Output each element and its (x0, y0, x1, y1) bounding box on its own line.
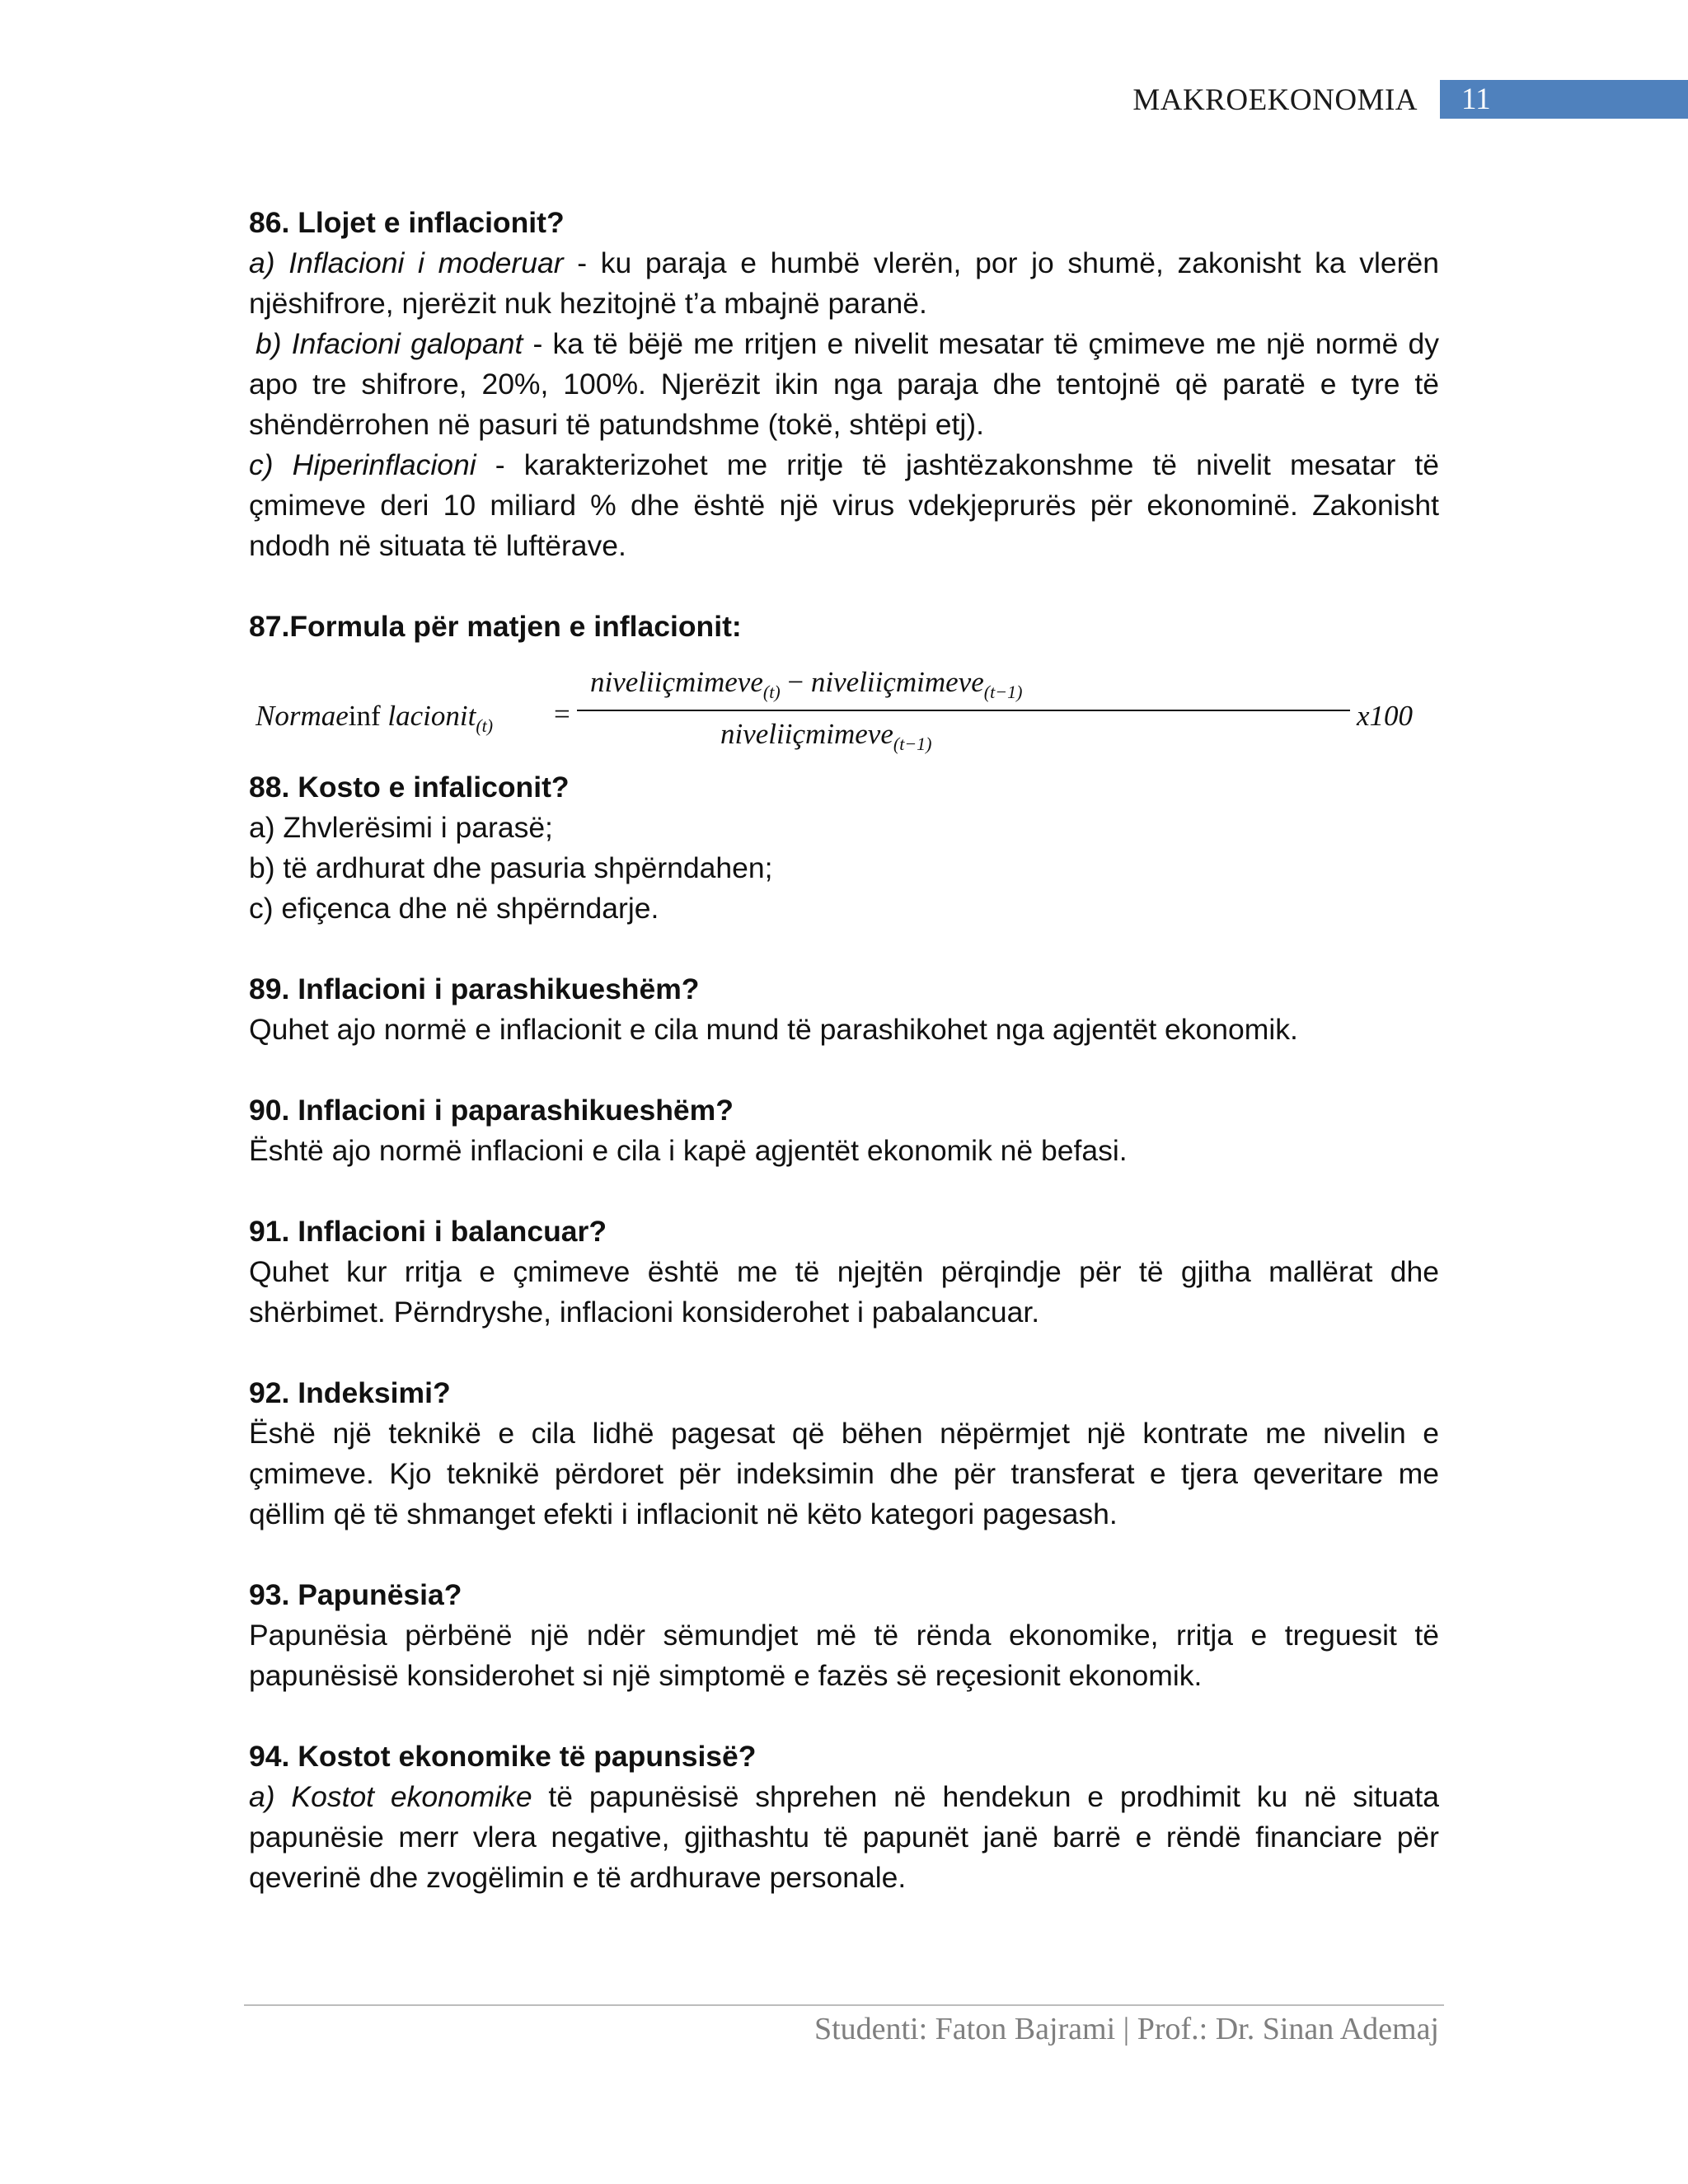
list-item: b) të ardhurat dhe pasuria shpërndahen; (249, 851, 773, 884)
question-88-title: 88. Kosto e infaliconit? (249, 771, 570, 804)
question-91-title: 91. Inflacioni i balancuar? (249, 1215, 607, 1248)
formula-lhs-part: lacionit (380, 700, 476, 732)
question-86-item-a (249, 243, 1439, 324)
list-item: a) Zhvlerësimi i parasë; (249, 811, 553, 844)
question-94-title: 94. Kostot ekonomike të papunsisë? (249, 1740, 757, 1773)
item-a-text: të papunësisë shprehen në hendekun e prodhimit ku në situata papunësie merr vlera negative, gjithashtu të papunët janë barrë e rëndë financiare për qeverinë dhe zvogëlimin e të ardhurave personale. (249, 1780, 1440, 1894)
formula-equals: = (554, 698, 570, 730)
running-header-title: MAKROEKONOMIA (1132, 83, 1418, 117)
formula-subscript: (t−1) (893, 733, 932, 754)
item-a-label: a) Kostot ekonomike (249, 1780, 532, 1813)
question-93-answer: Papunësia përbënë një ndër sëmundjet më të rënda ekonomike, rritja e treguesit të papunësisë konsiderohet si një simptomë e fazës së reçesionit ekonomik. (249, 1619, 1439, 1692)
item-b-label: b) Infacioni galopant (256, 327, 523, 360)
formula-term: niveliiçmimeve (720, 718, 893, 750)
page-content (249, 203, 1439, 1898)
question-87-title: 87.Formula për matjen e inflacionit: (249, 610, 742, 643)
question-94-item-a (249, 1777, 1439, 1898)
question-91-answer: Quhet kur rritja e çmimeve është me të njejtën përqindje për të gjitha mallërat dhe shërbimet. Përndryshe, inflacioni konsiderohet i pabalancuar. (249, 1255, 1439, 1329)
question-92-title: 92. Indeksimi? (249, 1376, 451, 1409)
list-item: c) efiçenca dhe në shpërndarje. (249, 892, 659, 925)
question-86-item-c (249, 445, 1439, 566)
item-c-label: c) Hiperinflacioni (249, 448, 476, 481)
formula-lhs-part: inf (348, 700, 381, 732)
item-a-text: - ku paraja e humbë vlerën, por jo shumë, zakonisht ka vlerën njëshifrore, njerëzit nuk hezitojnë t’a mbajnë paranë. (249, 246, 1439, 320)
formula-lhs (256, 696, 493, 746)
formula-numerator (590, 662, 1022, 712)
footer-credits: Studenti: Faton Bajrami | Prof.: Dr. Sinan Ademaj (814, 2012, 1439, 2046)
formula-minus: − (780, 666, 811, 698)
formula-term: niveliiçmimeve (590, 666, 763, 698)
formula-multiplier: x100 (1357, 700, 1414, 732)
formula-subscript: (t−1) (983, 682, 1023, 702)
inflation-formula (249, 647, 1439, 767)
fraction-bar (577, 710, 1350, 711)
formula-subscript: (t) (762, 682, 781, 702)
page-number: 11 (1461, 82, 1491, 116)
question-90-answer: Është ajo normë inflacioni e cila i kapë agjentët ekonomik në befasi. (249, 1134, 1128, 1167)
question-92-answer: Ëshë një teknikë e cila lidhë pagesat që bëhen nëpërmjet një kontrate me nivelin e çmimeve. Kjo teknikë përdoret për indeksimin dhe për transferat e tjera qeveritare me qëllim që të shmanget efekti i inflacionit në këto kategori pagesash. (249, 1417, 1439, 1530)
formula-term: niveliiçmimeve (810, 666, 984, 698)
question-86-item-b (249, 324, 1439, 445)
item-a-label: a) Inflacioni i moderuar (249, 246, 564, 279)
question-90-title: 90. Inflacioni i paparashikueshëm? (249, 1094, 734, 1127)
question-89-title: 89. Inflacioni i parashikueshëm? (249, 972, 700, 1005)
formula-lhs-part: Normae (256, 700, 349, 732)
formula-denominator (720, 714, 932, 764)
page-number-box (1440, 80, 1688, 119)
question-86-title: 86. Llojet e inflacionit? (249, 206, 565, 239)
item-b-text: - ka të bëjë me rritjen e nivelit mesatar të çmimeve me një normë dy apo tre shifrore, 20%, 100%. Njerëzit ikin nga paraja dhe tentojnë që paratë e tyre të shëndërrohen në pasuri të patundshme (tokë, shtëpi etj). (249, 327, 1439, 441)
question-93-title: 93. Papunësia? (249, 1578, 462, 1611)
question-89-answer: Quhet ajo normë e inflacionit e cila mund të parashikohet nga agjentët ekonomik. (249, 1013, 1298, 1046)
formula-lhs-subscript: (t) (476, 715, 494, 736)
item-c-text: - karakterizohet me rritje të jashtëzakonshme të nivelit mesatar të çmimeve deri 10 miliard % dhe është një virus vdekjeprurës për ekonominë. Zakonisht ndodh në situata të luftërave. (249, 448, 1439, 562)
